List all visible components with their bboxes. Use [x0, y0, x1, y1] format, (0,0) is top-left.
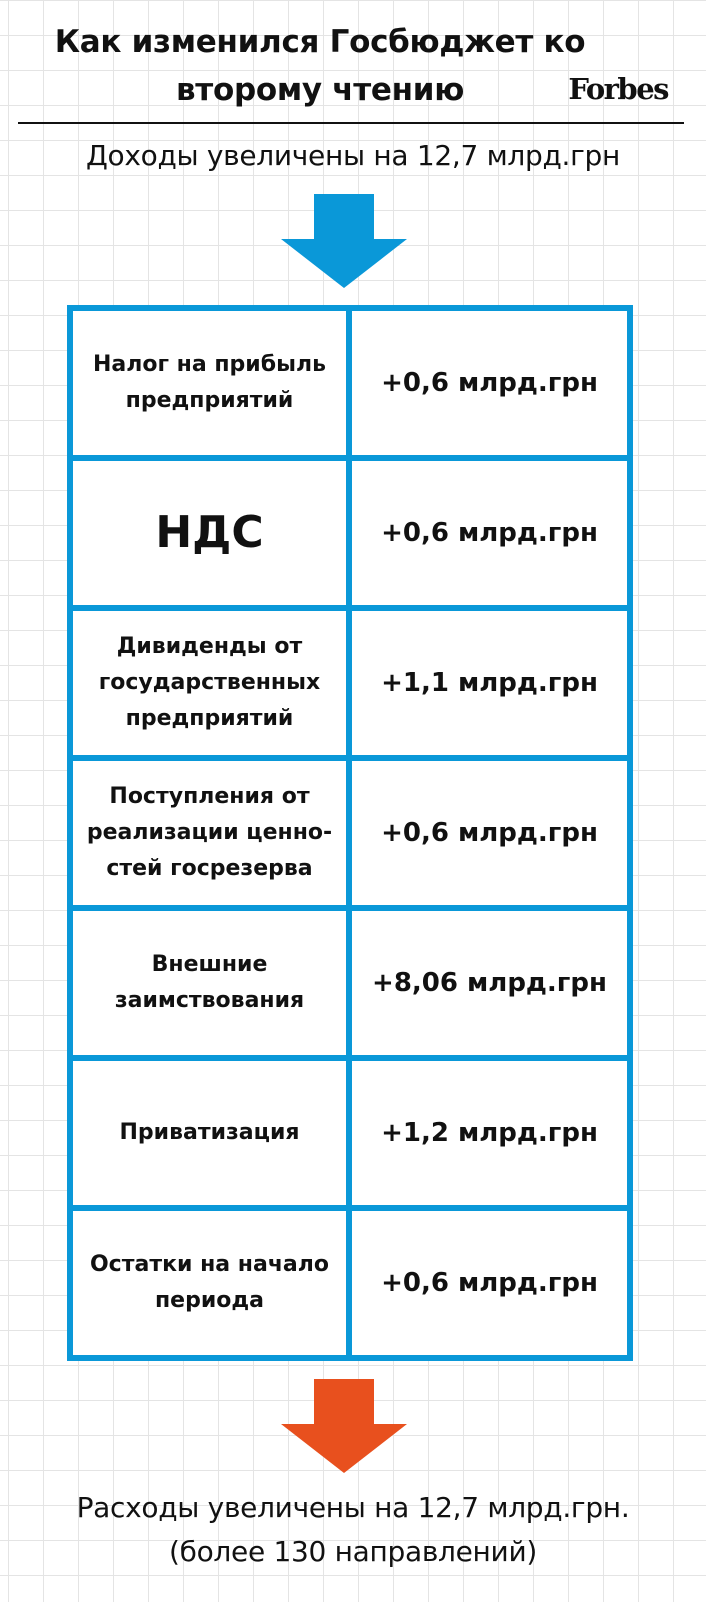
table-row — [73, 1211, 627, 1355]
row-value: +1,2 млрд.грн — [381, 1118, 598, 1148]
row-label: Дивиденды от государственных предприятий — [73, 611, 352, 755]
table-row — [73, 761, 627, 911]
arrow-bottom-shape — [281, 1379, 407, 1473]
page-title: Как изменился Госбюджет ко второму чтению — [54, 24, 586, 108]
row-value: +0,6 млрд.грн — [381, 518, 598, 548]
row-value: +0,6 млрд.грн — [381, 1268, 598, 1298]
budget-table — [67, 305, 633, 1361]
table-row — [73, 611, 627, 761]
row-value: +0,6 млрд.грн — [381, 368, 598, 398]
table-row — [73, 911, 627, 1061]
table-row — [73, 461, 627, 611]
arrow-down-icon — [279, 194, 409, 290]
row-label: Приватизация — [73, 1061, 352, 1205]
header-divider — [18, 122, 684, 124]
row-label: Поступления от реализации ценно- стей госрезерва — [73, 761, 352, 905]
expenses-note — [0, 1486, 706, 1574]
row-label: Остатки на начало периода — [73, 1211, 352, 1355]
table-row — [73, 1061, 627, 1211]
forbes-logo: Forbes — [568, 72, 668, 106]
expenses-line-1: Расходы увеличены на 12,7 млрд.грн. — [76, 1491, 630, 1524]
arrow-down-icon — [279, 1379, 409, 1475]
row-label: Внешние заимствования — [73, 911, 352, 1055]
row-label: Налог на прибыль предприятий — [73, 311, 352, 455]
income-note: Доходы увеличены на 12,7 млрд.грн — [85, 139, 621, 172]
row-label: НДС — [73, 461, 352, 605]
expenses-line-2: (более 130 направлений) — [169, 1535, 537, 1568]
row-value: +8,06 млрд.грн — [372, 968, 607, 998]
row-value: +0,6 млрд.грн — [381, 818, 598, 848]
table-row — [73, 311, 627, 461]
row-value: +1,1 млрд.грн — [381, 668, 598, 698]
arrow-top-shape — [281, 194, 407, 288]
